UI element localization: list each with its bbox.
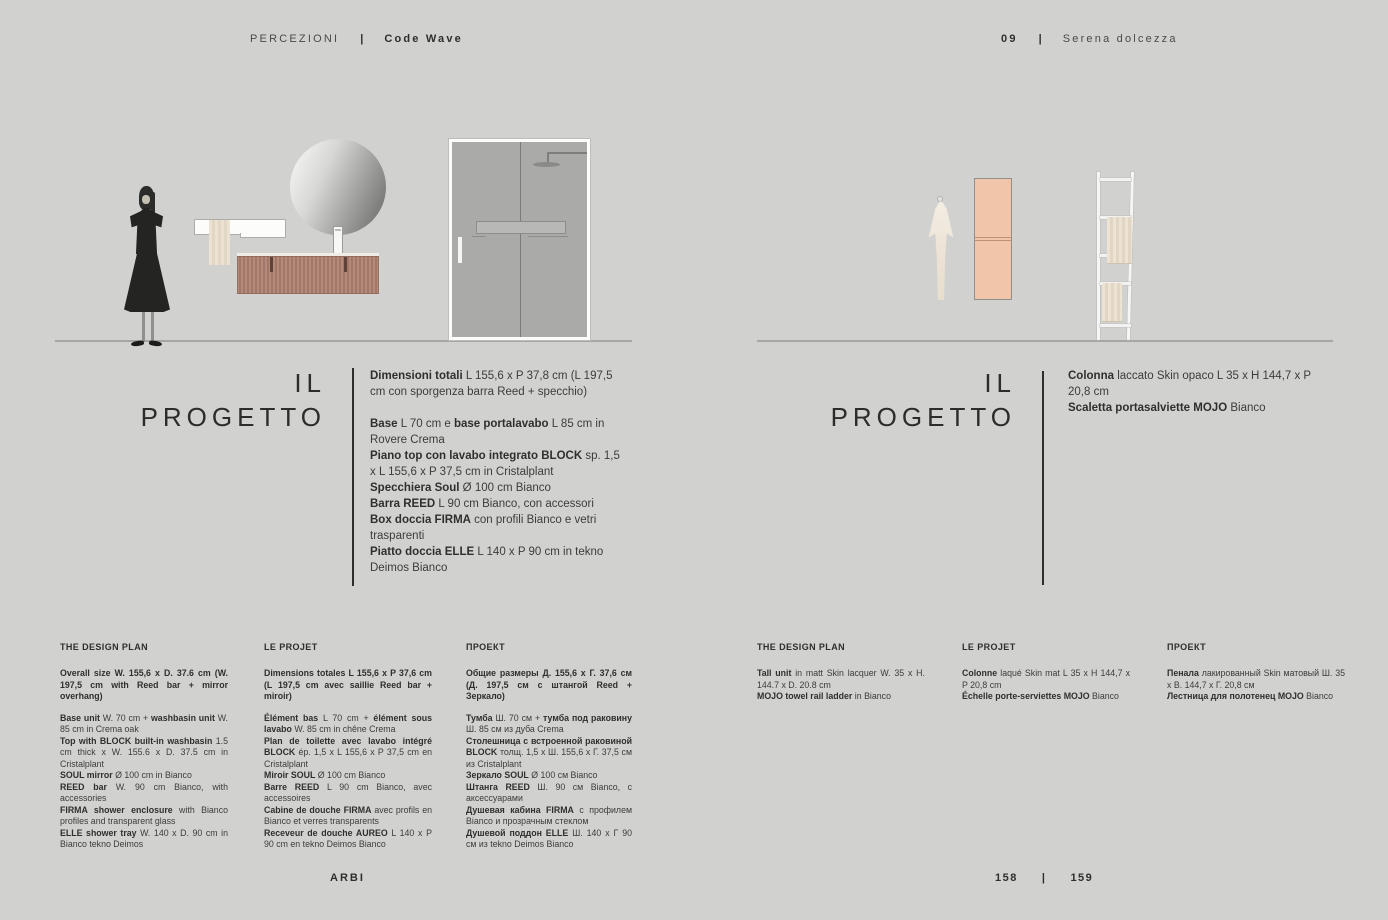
column-items: [757, 668, 925, 703]
wall-shelf-ledge: [240, 233, 286, 238]
column-title: LE PROJET: [264, 642, 318, 652]
shower-glass-joint: [520, 142, 521, 337]
column-title: LE PROJET: [962, 642, 1016, 652]
spec-paragraph: Штанга REED Ш. 90 см Bianco, с аксессуарами: [466, 781, 633, 803]
column-title: THE DESIGN PLAN: [60, 642, 149, 652]
project-heading-line2: PROGETTO: [140, 402, 326, 432]
shower-shelf-line: [472, 236, 486, 237]
specs-intro: Dimensioni totali L 155,6 x P 37,8 cm (L 197,5 cm con sporgenza barra Reed + specchio): [370, 370, 613, 398]
woman-shoe: [131, 340, 145, 347]
column-items: [962, 668, 1130, 703]
spec-paragraph: Top with BLOCK built-in washbasin 1.5 cm thick x W. 155.6 x D. 37.5 cm in Cristalplant: [60, 735, 228, 769]
cabinet-door-gap: [975, 237, 1011, 238]
header-left: [250, 33, 463, 45]
header-left-divider: |: [360, 33, 364, 45]
spec-paragraph: ELLE shower tray W. 140 x D. 90 cm in Bianco tekno Deimos: [60, 827, 228, 849]
page-number-divider: |: [1041, 872, 1047, 884]
page-number-right: 159: [1070, 872, 1094, 884]
spec-paragraph: Barra REED L 90 cm Bianco, con accessori: [370, 498, 594, 510]
spec-paragraph: Scaletta portasalviette MOJO Bianco: [1068, 402, 1266, 414]
heading-divider-left: [352, 368, 354, 586]
page-numbers: [995, 872, 1093, 884]
column-intro: Общие размеры Д. 155,6 х Г. 37,6 см (Д. 197,5 см с штангой Reed + Зеркало): [466, 668, 632, 701]
ladder-rung: [1100, 178, 1131, 181]
woman-dress-skirt: [124, 250, 170, 312]
spread-number: 09: [1001, 33, 1018, 45]
column-items: [466, 713, 632, 851]
ladder-towel: [1107, 217, 1132, 263]
woman-dress-bodice: [130, 208, 163, 254]
mojo-towel-ladder: [1097, 172, 1135, 340]
spec-paragraph: Cabine de douche FIRMA avec profils en Bianco et verres transparents: [264, 804, 433, 826]
column-intro: Dimensions totales L 155,6 x P 37,6 cm (L 197,5 cm avec saillie Reed bar + miroir): [264, 668, 432, 701]
column-title: ПРОЕКТ: [466, 642, 505, 652]
shower-head-arm: [547, 152, 587, 154]
specs-italian-right: [1068, 368, 1322, 416]
spec-paragraph: Colonne laqué Skin mat L 35 x H 144,7 x P 20,8 cm: [962, 668, 1130, 690]
column-items: [60, 713, 228, 851]
column-design-plan-right: [757, 642, 925, 703]
spec-paragraph: Душевой поддон ELLE Ш. 140 х Г 90 см из tekno Deimos Bianco: [466, 827, 632, 849]
spec-paragraph: Пенала лакированный Skin матовый Ш. 35 х В. 144,7 х Г. 20,8 см: [1167, 668, 1345, 690]
spec-paragraph: Душевая кабина FIRMA с профилем Bianco и прозрачным стеклом: [466, 804, 633, 826]
page-number-left: 158: [995, 872, 1018, 884]
shower-head: [533, 162, 560, 167]
ladder-rung: [1100, 324, 1131, 327]
spec-paragraph: SOUL mirror Ø 100 cm in Bianco: [60, 770, 192, 780]
project-heading-line1: IL: [984, 368, 1016, 398]
spec-paragraph: Piatto doccia ELLE L 140 x P 90 cm in tekno Deimos Bianco: [370, 546, 604, 574]
spec-paragraph: FIRMA shower enclosure with Bianco profiles and transparent glass: [60, 804, 228, 826]
shower-shelf-line: [528, 236, 568, 237]
series-name: Serena dolcezza: [1062, 33, 1178, 45]
robe-body: [928, 201, 954, 300]
spec-paragraph: Plan de toilette avec lavabo intégré BLOCK ép. 1,5 x L 155,6 x P 37,5 cm en Cristalplant: [264, 735, 432, 769]
project-heading-left: [140, 366, 326, 434]
woman-shoe: [149, 340, 163, 347]
vanity-base-unit: [237, 253, 379, 294]
spec-paragraph: REED bar W. 90 cm Bianco, with accessories: [60, 781, 228, 803]
column-items: [264, 713, 432, 851]
header-right-divider: |: [1038, 33, 1042, 45]
woman-leg: [151, 312, 154, 342]
ladder-towel: [1102, 283, 1122, 321]
column-intro: Overall size W. 155,6 x D. 37.6 cm (W. 197,5 cm with Reed bar + mirror overhang): [60, 668, 228, 701]
header-right: [1001, 33, 1178, 45]
column-le-projet-right: [962, 642, 1130, 703]
spec-paragraph: Box doccia FIRMA con profili Bianco e vetri trasparenti: [370, 514, 597, 542]
soul-round-mirror: [290, 139, 386, 235]
project-heading-line1: IL: [294, 368, 326, 398]
spec-paragraph: Столешница с встроенной раковиной BLOCK толщ. 1,5 х Ш. 155,6 х Г. 37,5 см из Cristalplant: [466, 735, 632, 769]
specs-items: [370, 416, 622, 576]
column-le-projet-left: [264, 642, 432, 851]
spec-paragraph: Échelle porte-serviettes MOJO Bianco: [962, 691, 1119, 701]
column-title: THE DESIGN PLAN: [757, 642, 846, 652]
column-design-plan-left: [60, 642, 228, 851]
woman-face: [142, 195, 150, 204]
spec-paragraph: MOJO towel rail ladder in Bianco: [757, 691, 891, 701]
spec-paragraph: Élément bas L 70 cm + élément sous lavabo W. 85 cm in chêne Crema: [264, 712, 433, 734]
collection-name: PERCEZIONI: [250, 33, 340, 45]
spec-paragraph: Receveur de douche AUREO L 140 x P 90 cm en tekno Deimos Bianco: [264, 827, 432, 849]
spec-paragraph: Specchiera Soul Ø 100 cm Bianco: [370, 482, 551, 494]
column-title: ПРОЕКТ: [1167, 642, 1206, 652]
heading-divider-right: [1042, 371, 1044, 585]
project-heading-line2: PROGETTO: [830, 402, 1016, 432]
column-proekt-right: [1167, 642, 1345, 703]
model-name: Code Wave: [384, 33, 463, 45]
column-items: [1167, 668, 1345, 703]
specs-items: [1068, 368, 1322, 416]
washbasin-faucet: [333, 226, 343, 255]
cabinet-door-gap: [975, 240, 1011, 241]
woman-figure: [115, 186, 185, 358]
shower-door-handle: [458, 237, 462, 263]
hanging-bathrobe: [926, 196, 956, 300]
spec-paragraph: Miroir SOUL Ø 100 cm Bianco: [264, 770, 386, 780]
spec-paragraph: Tall unit in matt Skin lacquer W. 35 x H. 144.7 x D. 20.8 cm: [757, 668, 925, 690]
spec-paragraph: Зеркало SOUL Ø 100 см Bianco: [466, 770, 598, 780]
brand-logo-text: ARBI: [330, 872, 365, 884]
specs-italian-left: [370, 368, 622, 576]
shelf-towel: [209, 220, 230, 265]
shower-shelf: [476, 221, 566, 234]
spec-paragraph: Barre REED L 90 cm Bianco, avec accessoires: [264, 781, 432, 803]
tall-column-cabinet: [974, 178, 1012, 300]
project-heading-right: [830, 366, 1016, 434]
spec-paragraph: Base unit W. 70 cm + washbasin unit W. 85 cm in Crema oak: [60, 712, 228, 734]
spec-paragraph: Colonna laccato Skin opaco L 35 x H 144,7 x P 20,8 cm: [1068, 370, 1311, 398]
spec-paragraph: Лестница для полотенец MOJO Bianco: [1167, 691, 1334, 701]
woman-leg: [142, 312, 145, 342]
column-proekt-left: [466, 642, 632, 851]
vanity-handle: [344, 257, 347, 272]
vanity-handle: [270, 257, 273, 272]
spec-paragraph: Тумба Ш. 70 см + тумба под раковину Ш. 85 см из дуба Crema: [466, 712, 632, 734]
floor-line-right: [757, 340, 1333, 342]
spec-paragraph: Piano top con lavabo integrato BLOCK sp. 1,5 x L 155,6 x P 37,5 cm in Cristalplant: [370, 450, 620, 478]
firma-shower-enclosure: [449, 139, 590, 340]
spec-paragraph: Base L 70 cm e base portalavabo L 85 cm in Rovere Crema: [370, 418, 605, 446]
